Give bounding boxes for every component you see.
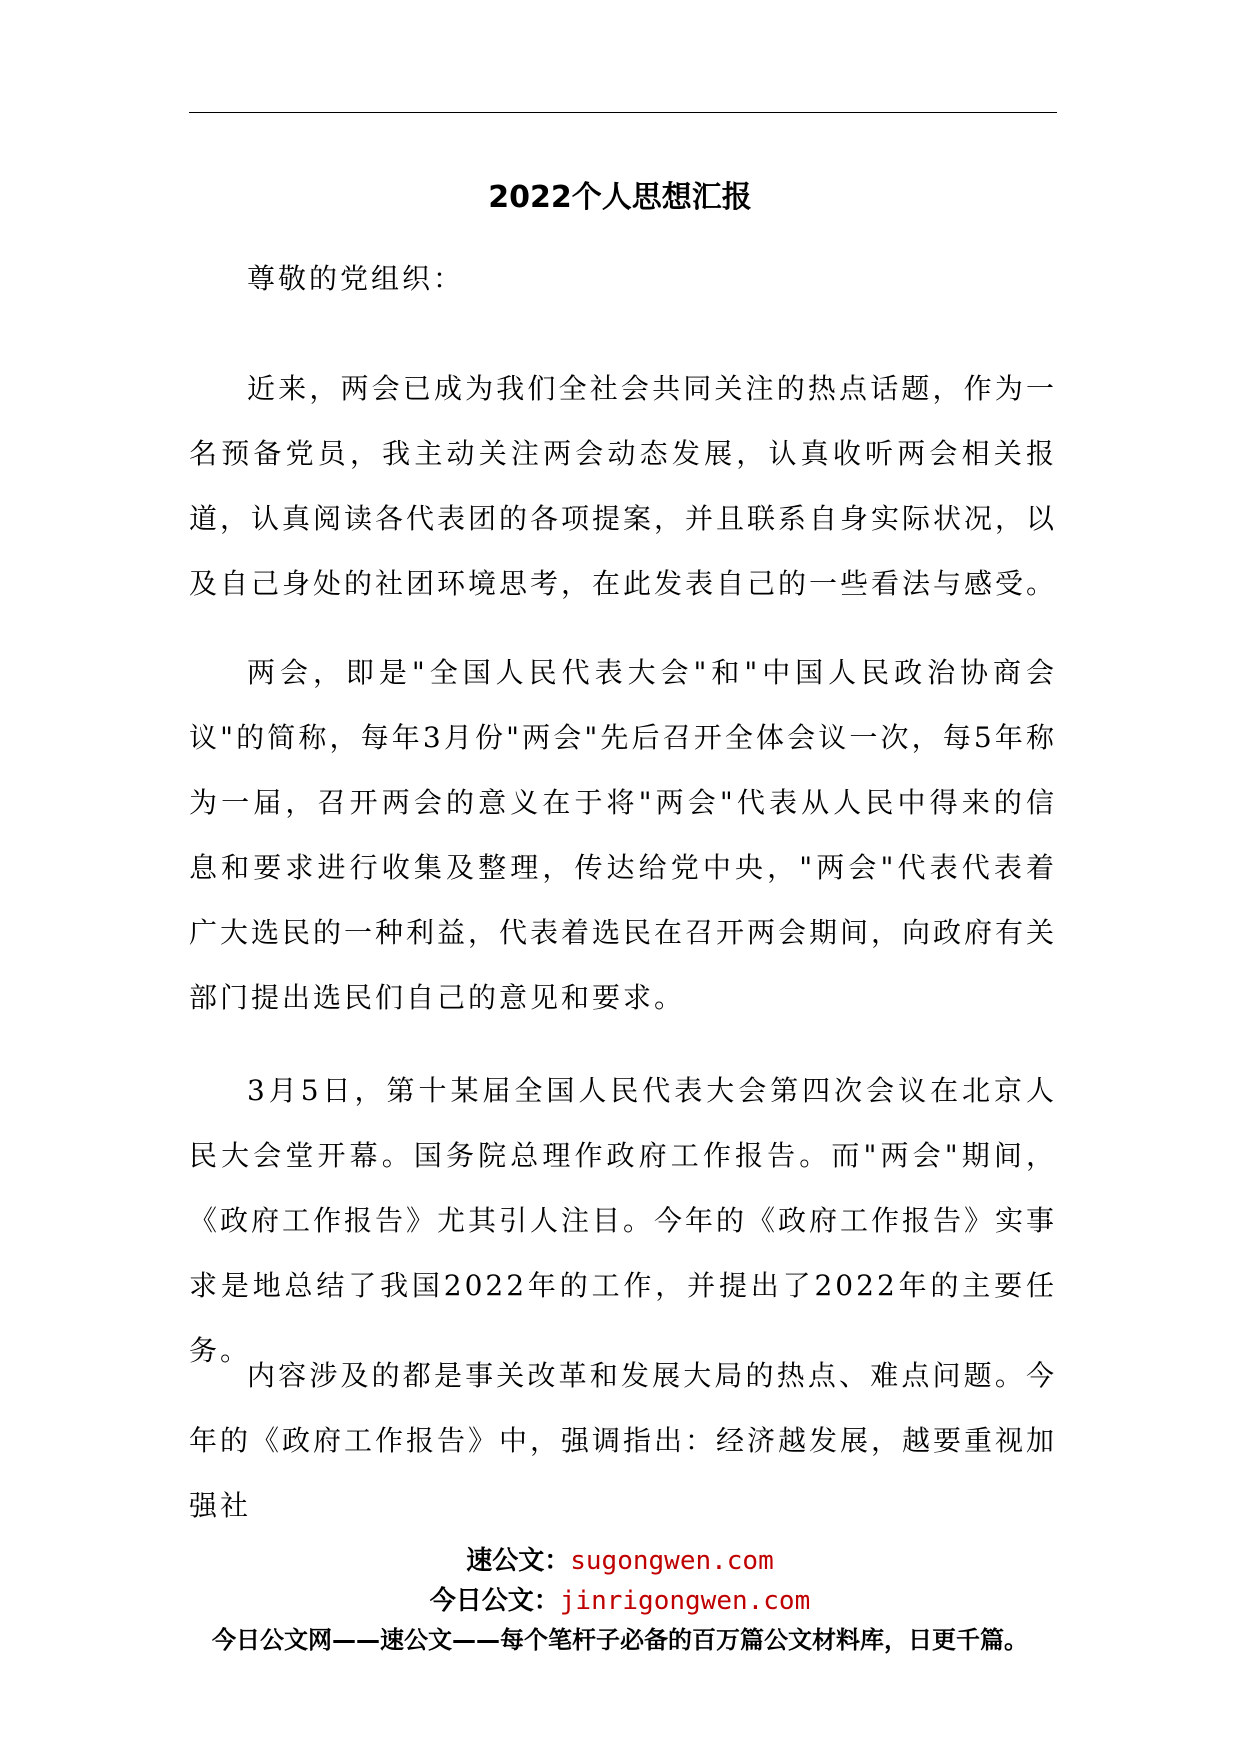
paragraph: 两会，即是"全国人民代表大会"和"中国人民政治协商会议"的简称，每年3月份"两会"先后召开全体会议一次，每5年称为一届，召开两会的意义在于将"两会"代表从人民中得来的信息和要求进行收集及整理，传达给党中央，"两会"代表代表着广大选民的一种利益，代表着选民在召开两会期间，向政府有关部门提出选民们自己的意见和要求。 [189, 656, 1058, 1014]
paragraph-2-block [189, 640, 1057, 1030]
document-body-greeting [189, 246, 1057, 311]
paragraph: 近来，两会已成为我们全社会共同关注的热点话题，作为一名预备党员，我主动关注两会动态发展，认真收听两会相关报道，认真阅读各代表团的各项提案，并且联系自身实际状况，以及自己身处的社团环境思考，在此发表自己的一些看法与感受。 [189, 372, 1058, 600]
footer-site-link[interactable]: sugongwen.com [570, 1546, 774, 1576]
footer-slogan: 今日公文网——速公文——每个笔杆子必备的百万篇公文材料库，日更千篇。 [212, 1626, 1028, 1654]
footer-label: 今日公文： [429, 1586, 560, 1616]
footer-line-jinrigongwen [0, 1580, 1240, 1617]
footer-site-link[interactable]: jinrigongwen.com [559, 1586, 811, 1616]
footer-label: 速公文： [466, 1546, 571, 1576]
header-rule [189, 112, 1057, 113]
paragraph-4-block [189, 1343, 1057, 1538]
paragraph-1-block [189, 356, 1057, 616]
greeting: 尊敬的党组织： [247, 262, 465, 295]
document-title: 2022个人思想汇报 [488, 180, 752, 215]
paragraph-3-block [189, 1058, 1057, 1383]
paragraph: 3月5日，第十某届全国人民代表大会第四次会议在北京人民大会堂开幕。国务院总理作政府工作报告。而"两会"期间，《政府工作报告》尤其引人注目。今年的《政府工作报告》实事求是地总结了我国2022年的工作，并提出了2022年的主要任务。 [189, 1074, 1058, 1367]
footer-line-sugongwen [0, 1540, 1240, 1577]
paragraph: 内容涉及的都是事关改革和发展大局的热点、难点问题。今年的《政府工作报告》中，强调指出：经济越发展，越要重视加强社 [189, 1359, 1058, 1522]
